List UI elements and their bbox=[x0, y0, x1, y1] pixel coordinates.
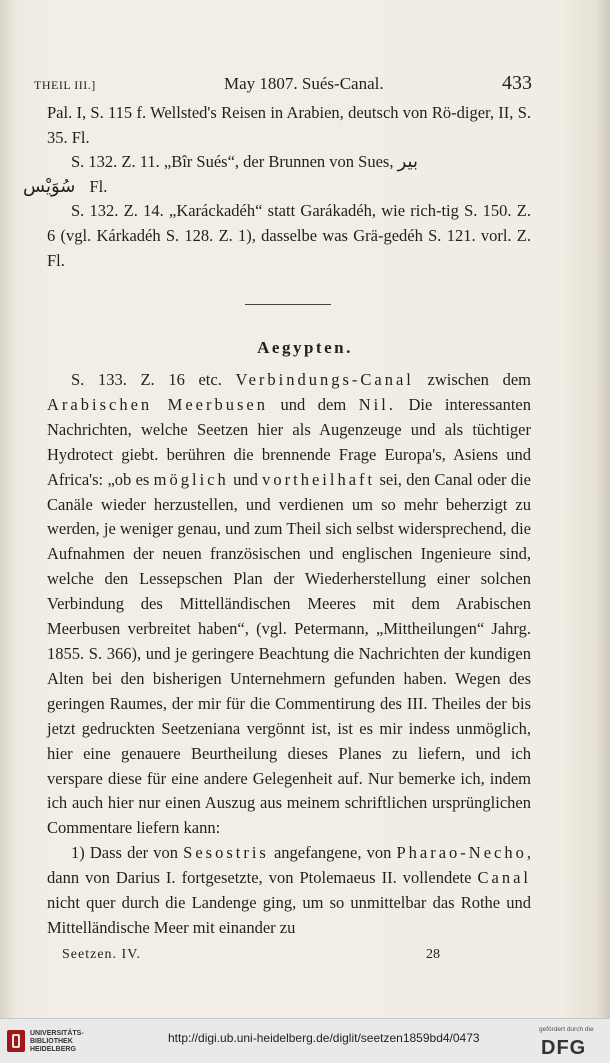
header-title: May 1807. Sués-Canal. bbox=[224, 74, 384, 93]
para-text: angefangene, von bbox=[268, 843, 397, 863]
emph-verbindungs-canal: Verbindungs-Canal bbox=[235, 370, 414, 389]
paragraph-canal bbox=[47, 368, 531, 841]
paragraph-sesostris bbox=[47, 841, 531, 941]
emph-vortheilhaft: vortheilhaft bbox=[262, 469, 376, 489]
header-volume: THEIL III.] bbox=[34, 78, 96, 92]
para-text: und bbox=[228, 469, 263, 489]
library-logo-icon bbox=[7, 1030, 25, 1052]
emph-canal: Canal bbox=[477, 868, 531, 888]
para-text: 1) Dass der von bbox=[71, 843, 184, 863]
sheet-number: 28 bbox=[426, 947, 440, 962]
emph-pharao-necho: Pharao-Necho bbox=[396, 843, 527, 863]
emph-arabischen-meerbusen: Arabischen Meerbusen bbox=[47, 394, 268, 414]
main-text bbox=[47, 368, 531, 941]
note-bir-sues-signature: Fl. bbox=[89, 176, 108, 196]
para-ref: S. 133. Z. 16 etc. bbox=[71, 370, 222, 389]
note-karackadeh: S. 132. Z. 14. „Karáckadéh“ statt Garákadéh, wie rich-tig S. 150. Z. 6 (vgl. Kárkadéh S. 128. Z. 1), dasselbe was Grä-gedéh S. 121. vorl. Z. Fl. bbox=[47, 201, 531, 270]
section-divider bbox=[245, 304, 331, 305]
dfg-logo: DFG bbox=[541, 1037, 587, 1059]
permalink[interactable]: http://digi.ub.uni-heidelberg.de/diglit/seetzen1859bd4/0473 bbox=[168, 1031, 480, 1045]
note-bir-sues-text: S. 132. Z. 11. „Bîr Sués“, der Brunnen von Sues, bbox=[71, 152, 394, 172]
viewer-footer-bar bbox=[0, 1018, 610, 1063]
section-title: Aegypten. bbox=[257, 338, 353, 357]
signature-mark: Seetzen. IV. bbox=[62, 947, 141, 962]
emph-moeglich: möglich bbox=[153, 469, 229, 489]
para-text: zwischen dem bbox=[413, 370, 531, 389]
note-wellsted: Pal. I, S. 115 f. Wellsted's Reisen in Arabien, deutsch von Rö-diger, II, S. 35. Fl. bbox=[47, 103, 531, 147]
para-text: sei, den Canal oder die Canäle wieder herzustellen, und verdienen um so mehr beherzigt zu werden, je weniger genau, und zum Theil sich selbst widersprechend, die Aufnahmen der neuen französischen und englischen Ingenieure sind, welche den Lessepschen Plan der Wiederherstellung einer solchen Verbindung des Mittelländischen Meeres mit dem Arabischen Meerbusen verbreitet haben“, (vgl. Petermann, „Mittheilungen“ Jahrg. 1855. S. 366), und je geringere Beachtung die Nachrichten der kundigen Alten bei den bisherigen Unternehmern gefunden haben. Wegen des geringen Raumes, der mir für die Commentirung des III. Theiles der bis jetzt gedruckten Seetzeniana vergönnt ist, ist es mir indess unmöglich, hier eine genauere Beurtheilung dieses Planes zu liefern, und ich verspare diese für eine andere Gelegenheit auf. Nur bemerke ich, indem ich auch hier nur einen Auszug aus meinem schriftlichen ursprünglichen Commentare liefern kann: bbox=[47, 469, 532, 838]
para-text: nicht quer durch die Landenge ging, um so unmittelbar das Rothe und Mittelländische Meer mit einander zu bbox=[47, 893, 531, 937]
arabic-word-suwais: سُوَيْس bbox=[23, 175, 76, 197]
para-text: und dem bbox=[267, 394, 359, 414]
running-header bbox=[34, 74, 532, 96]
note-bir-sues bbox=[23, 150, 531, 199]
library-logo-text: UNIVERSITÄTS- BIBLIOTHEK HEIDELBERG bbox=[30, 1030, 84, 1053]
notes-block bbox=[23, 101, 531, 273]
page-number: 433 bbox=[502, 72, 532, 94]
para-text: Die interessanten Nachrichten, welche Seetzen hier als Augenzeuge und als tüchtiger Hydrotect giebt. berühren die brennende Frage Europa's, Asiens und Africa's: „ob es bbox=[47, 394, 531, 489]
para-text: , dann von Darius I. fortgesetzte, von Ptolemaeus II. vollendete bbox=[47, 843, 531, 888]
emph-sesostris: Sesostris bbox=[183, 843, 269, 863]
emph-nil: Nil. bbox=[358, 394, 396, 414]
arabic-word-bir: بير bbox=[397, 151, 418, 173]
funding-label: gefördert durch die bbox=[539, 1026, 594, 1033]
